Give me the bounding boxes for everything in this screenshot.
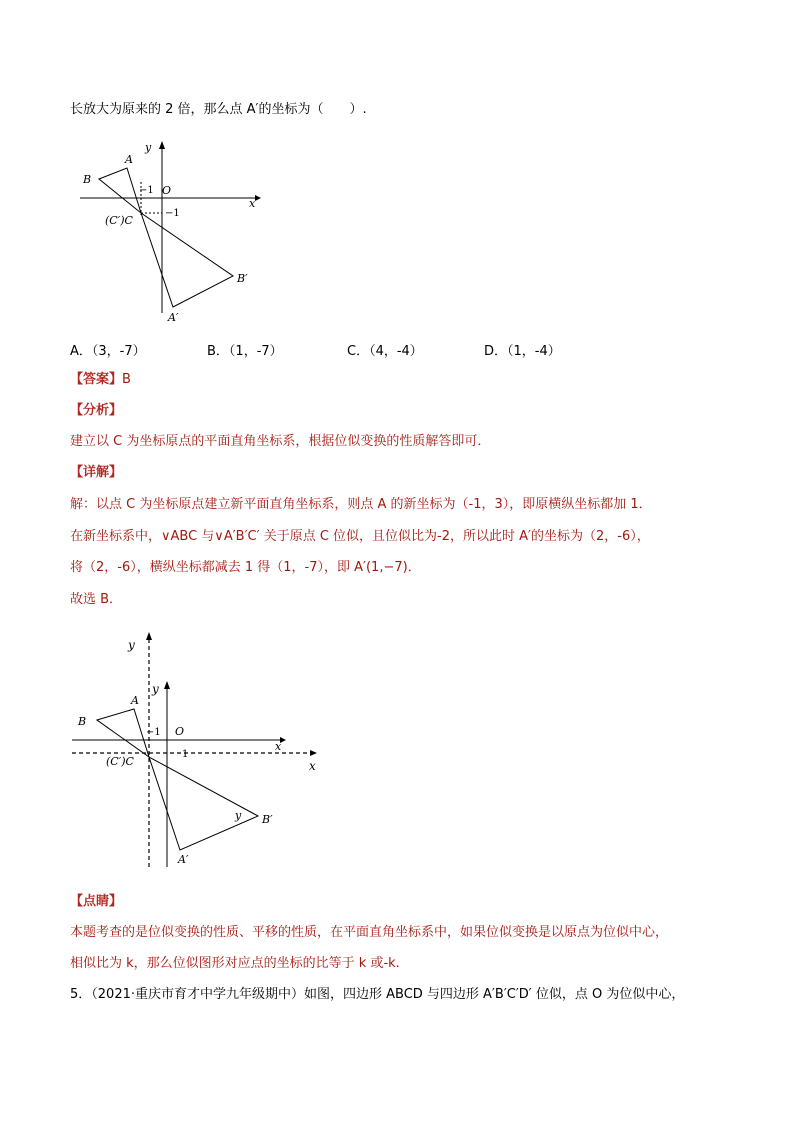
old-y-axis-arrow (164, 681, 170, 689)
option-b[interactable]: B．（1，-7） (207, 344, 283, 359)
new-x-axis-arrow (310, 750, 317, 756)
label-b: B (78, 715, 87, 728)
option-a[interactable]: A．（3，-7） (70, 344, 146, 359)
comment-line-2: 相似比为 k，那么位似图形对应点的坐标的比等于 k 或-k. (70, 956, 400, 971)
label-x-old: x (275, 740, 282, 753)
tick-minus1-x: −1 (139, 185, 154, 196)
detail-line-4: 故选 B． (70, 592, 123, 607)
detail-line-1: 解：以点 C 为坐标原点建立新平面直角坐标系，则点 A 的新坐标为（-1，3），即原横纵坐标都加 1． (70, 497, 652, 512)
new-y-axis-arrow (146, 632, 152, 640)
figure-2 (70, 627, 330, 872)
tick-1: 1 (182, 749, 189, 760)
label-o: O (175, 725, 185, 738)
label-a-prime: A′ (178, 853, 189, 866)
label-b-prime: B′ (237, 272, 248, 285)
triangle-apbpc (141, 213, 233, 307)
label-a: A (131, 694, 139, 707)
label-y-new: y (128, 638, 135, 652)
label-y-old: y (152, 682, 159, 696)
tick-minus1: −1 (146, 727, 161, 738)
comment-tag: 【点睛】 (70, 894, 123, 909)
answer-tag: 【答案】 (70, 372, 123, 387)
answer-value: B (122, 372, 131, 387)
label-y-inner: y (235, 809, 242, 822)
tick-minus1-y: −1 (165, 208, 180, 219)
label-o: O (162, 184, 172, 197)
detail-line-3: 将（2，-6），横纵坐标都减去 1 得（1，-7），即 A′(1,−7)． (70, 560, 421, 575)
option-c[interactable]: C．（4，-4） (347, 344, 423, 359)
detail-line-2: 在新坐标系中，∨ABC 与∨A′B′C′ 关于原点 C 位似，且位似比为-2，所以此时 A′的坐标为（2，-6）， (70, 529, 650, 544)
label-c: (C′)C (105, 214, 133, 227)
label-a-prime: A′ (168, 311, 179, 324)
label-b-prime: B′ (262, 813, 273, 826)
detail-tag: 【详解】 (70, 465, 123, 480)
comment-line-1: 本题考查的是位似变换的性质、平移的性质，在平面直角坐标系中，如果位似变换是以原点为位似中心， (70, 925, 669, 940)
x-axis-arrow (255, 195, 261, 201)
label-b: B (83, 173, 92, 186)
option-d[interactable]: D．（1，-4） (484, 344, 561, 359)
y-axis-arrow (159, 141, 165, 149)
analysis-tag: 【分析】 (70, 403, 123, 418)
figure-1 (75, 135, 275, 330)
next-question: 5．（2021·重庆市育才中学九年级期中）如图，四边形 ABCD 与四边形 A′B′C′D′ 位似，点 O 为位似中心， (70, 987, 685, 1002)
triangle-abc (97, 709, 149, 757)
label-c: (C′)C (106, 755, 134, 768)
label-y: y (145, 141, 152, 154)
label-x: x (249, 197, 256, 210)
label-a: A (125, 153, 133, 166)
answer-line (70, 370, 131, 390)
analysis-text: 建立以 C 为坐标原点的平面直角坐标系，根据位似变换的性质解答即可． (70, 434, 491, 449)
triangle-abc (99, 168, 141, 213)
label-x-new: x (309, 759, 316, 773)
question-intro: 长放大为原来的 2 倍，那么点 A′的坐标为（ ）. (70, 102, 367, 117)
triangle-apbpc (149, 757, 258, 850)
